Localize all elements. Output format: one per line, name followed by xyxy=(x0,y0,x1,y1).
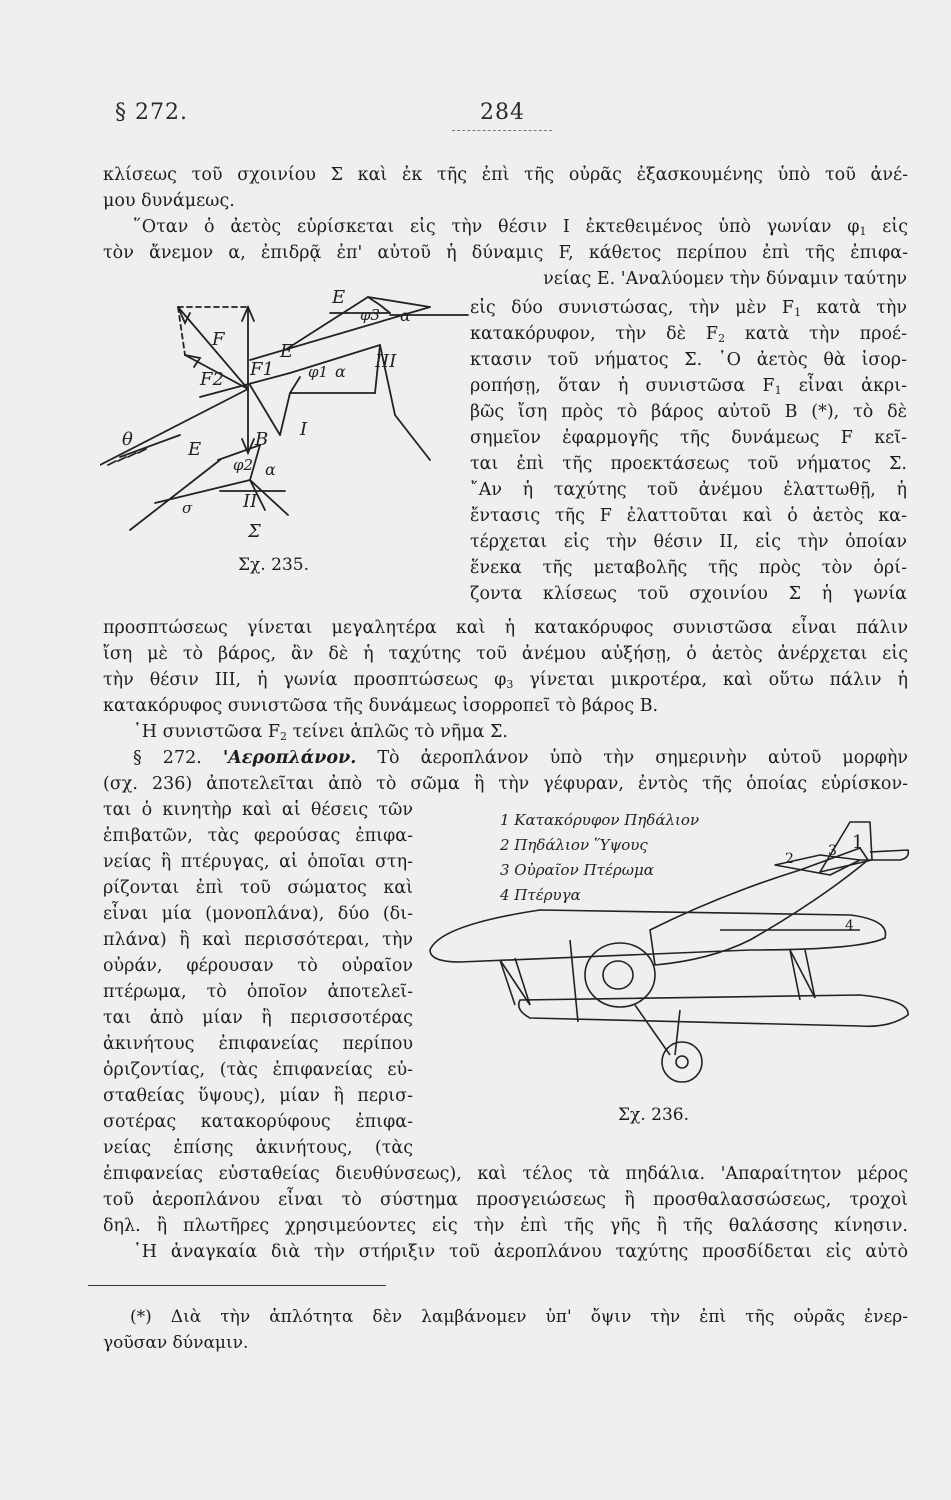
label-i: I xyxy=(300,419,308,440)
text-line: οὐράν, φέρουσαν τὸ οὐραῖον xyxy=(103,956,413,976)
mark-4: 4 xyxy=(845,918,854,934)
string-sigma xyxy=(100,389,248,465)
text-line: πτέρωμα, τὸ ὁποῖον ἀποτελεῖ- xyxy=(103,982,413,1002)
landing-wheel xyxy=(662,1042,702,1082)
text-line: ὁριζοντίας, (τὰς ἐπιφανείας εὐ- xyxy=(103,1060,413,1080)
section-header: § 272. xyxy=(115,100,188,125)
text-line: ζοντα κλίσεως τοῦ σχοινίου Σ ἡ γωνία xyxy=(470,584,907,604)
text-line: προσπτώσεως γίνεται μεγαλητέρα καὶ ἡ κατακόρυφος συνιστῶσα εἶναι πάλιν xyxy=(103,618,908,638)
legend-item-4: 4 Πτέρυγα xyxy=(500,886,581,904)
engine-cowling xyxy=(585,943,655,1007)
text-line: ῎Αν ἡ ταχύτης τοῦ ἀνέμου ἐλαττωθῇ, ἡ xyxy=(470,480,907,500)
figure-236-caption: Σχ. 236. xyxy=(618,1105,689,1125)
mark-2: 2 xyxy=(785,851,794,867)
text-line: ῾Η συνιστῶσα $F_2$ τείνει ἁπλῶς τὸ νῆμα Σ. xyxy=(133,722,508,743)
text-line: νείας ἐπίσης ἀκινήτους, (τὰς xyxy=(103,1138,413,1158)
text-line: ται ὁ κινητὴρ καὶ αἱ θέσεις τῶν xyxy=(103,800,413,820)
footnote-line: (*) Διὰ τὴν ἁπλότητα δὲν λαμβάνομεν ὑπ' ὄψιν τὴν ἐπὶ τῆς οὐρᾶς ἐνερ- xyxy=(130,1307,908,1327)
text-line: κλίσεως τοῦ σχοινίου Σ καὶ ἐκ τῆς ἐπὶ τῆς οὐρᾶς ἐξασκουμένης ὑπὸ τοῦ ἀνέ- xyxy=(103,165,908,185)
section-title: 'Αεροπλάνον. xyxy=(222,748,357,768)
text-line: πλάνα) ἢ καὶ περισσότεραι, τὴν xyxy=(103,930,413,950)
figure-235-caption: Σχ. 235. xyxy=(238,555,309,575)
text-line: (σχ. 236) ἀποτελεῖται ἀπὸ τὸ σῶμα ἢ τὴν γέφυραν, ἐντὸς τῆς ὁποίας εὑρίσκον- xyxy=(103,774,908,794)
label-alpha-mid: α xyxy=(335,362,346,381)
footnote-line: γοῦσαν δύναμιν. xyxy=(103,1333,249,1353)
text-line: ται ἀπὸ μίαν ἢ περισσοτέρας xyxy=(103,1008,413,1028)
label-sigma: Σ xyxy=(248,521,261,542)
section-heading-line: § 272. 'Αεροπλάνον. Τὸ ἀεροπλάνον ὑπὸ τὴν σημερινὴν αὐτοῦ μορφὴν xyxy=(133,748,908,768)
label-b: B xyxy=(255,429,269,450)
text-line: κατακόρυφος συνιστῶσα τῆς δυνάμεως ἰσορροπεῖ τὸ βάρος Β. xyxy=(103,696,659,716)
biplane-drawing xyxy=(420,800,920,1110)
text-line: ρίζονται ἐπὶ τοῦ σώματος καὶ xyxy=(103,878,413,898)
page-number: 284 xyxy=(480,100,525,125)
label-phi1: φ1 xyxy=(308,363,329,381)
text-line: δηλ. ἢ πλωτῆρες χρησιμεύοντες εἰς τὴν ἐπὶ τῆς γῆς ἢ τῆς θαλάσσης κίνησιν. xyxy=(103,1216,908,1236)
label-e-mid: E xyxy=(280,341,294,362)
legend-item-1: 1 Κατακόρυφον Πηδάλιον xyxy=(500,811,700,829)
text-line: τέρχεται εἰς τὴν θέσιν ΙΙ, εἰς τὴν ὁποίαν xyxy=(470,532,907,552)
legend-item-2: 2 Πηδάλιον Ὕψους xyxy=(500,836,648,854)
mark-3: 3 xyxy=(828,843,837,859)
label-theta: θ xyxy=(122,429,133,450)
text-line: ἀκινήτους ἐπιφανείας περίπου xyxy=(103,1034,413,1054)
label-f: F xyxy=(212,329,225,350)
legend-item-3: 3 Οὐραῖον Πτέρωμα xyxy=(500,861,654,879)
label-phi3: φ3 xyxy=(360,306,381,324)
propeller xyxy=(570,940,578,1022)
text-line: ροπήσῃ, ὅταν ἡ συνιστῶσα $F_1$ εἶναι ἀκρι- xyxy=(470,376,907,397)
label-f1: F1 xyxy=(250,359,274,380)
text-line: εἰς δύο συνιστώσας, τὴν μὲν $F_1$ κατὰ τὴν xyxy=(470,298,908,319)
text-line: σημεῖον ἐφαρμογῆς τῆς δυνάμεως F κεῖ- xyxy=(470,428,907,448)
text-line: βῶς ἴση πρὸς τὸ βάρος αὐτοῦ Β (*), τὸ δὲ xyxy=(470,402,907,422)
text-line: μου δυνάμεως. xyxy=(103,191,235,211)
label-iii: III xyxy=(375,351,397,372)
text-line: τοῦ ἀεροπλάνου εἶναι τὸ σύστημα προσγειώσεως ἢ προσθαλασσώσεως, τροχοὶ xyxy=(103,1190,908,1210)
text-line: εἶναι μία (μονοπλάνα), δύο (δι- xyxy=(103,904,413,924)
text-line: ῞Οταν ὁ ἀετὸς εὑρίσκεται εἰς τὴν θέσιν Ι ἐκτεθειμένος ὑπὸ γωνίαν $\varphi_1$ εἰς xyxy=(133,217,908,238)
label-phi2: φ2 xyxy=(233,456,254,474)
footnote-rule xyxy=(88,1285,386,1286)
text-line: ἐπιβατῶν, τὰς φερούσας ἐπιφα- xyxy=(103,826,413,846)
label-sigma-small: σ xyxy=(182,499,193,517)
text-line: ἕνεκα τῆς μεταβολῆς τῆς πρὸς τὸν ὁρί- xyxy=(470,558,907,578)
text-line: σοτέρας κατακορύφους ἐπιφα- xyxy=(103,1112,413,1132)
text-line: ἔντασις τῆς F ἐλαττοῦται καὶ ὁ ἀετὸς κα- xyxy=(470,506,907,526)
text-line: κτασιν τοῦ νήματος Σ. ῾Ο ἀετὸς θὰ ἰσορ- xyxy=(470,350,907,370)
text-line: νείας ἢ πτέρυγας, αἱ ὁποῖαι στη- xyxy=(103,852,413,872)
mark-1: 1 xyxy=(852,832,864,853)
header-rule xyxy=(452,130,552,131)
text-line: ἐπιφανείας εὐσταθείας διευθύνσεως), καὶ τέλος τὰ πηδάλια. 'Απαραίτητον μέρος xyxy=(103,1164,908,1184)
label-alpha-top: α xyxy=(400,306,411,325)
label-e-top: E xyxy=(332,287,346,308)
label-f2: F2 xyxy=(200,369,224,390)
text-line: τὸν ἄνεμον α, ἐπιδρᾷ ἐπ' αὐτοῦ ἡ δύναμις F, κάθετος περίπου ἐπὶ τῆς ἐπιφα- xyxy=(103,243,908,263)
text-line: ἴση μὲ τὸ βάρος, ἂν δὲ ἡ ταχύτης τοῦ ἀνέμου αὐξήσῃ, ὁ ἀετὸς ἀνέρχεται εἰς xyxy=(103,644,908,664)
text-line: κατακόρυφον, τὴν δὲ $F_2$ κατὰ τὴν προέ- xyxy=(470,324,907,345)
label-e-low: E xyxy=(188,439,202,460)
text-line: σταθείας ὕψους), μίαν ἢ περισ- xyxy=(103,1086,413,1106)
text-line: νείας Ε. 'Αναλύομεν τὴν δύναμιν ταύτην xyxy=(543,269,907,289)
kite-surface-e-low xyxy=(130,460,220,530)
upper-wing xyxy=(430,910,886,962)
label-ii: II xyxy=(243,491,258,512)
text-line: ῾Η ἀναγκαία διὰ τὴν στήριξιν τοῦ ἀεροπλάνου ταχύτης προσδίδεται εἰς αὐτὸ xyxy=(133,1242,908,1262)
label-alpha-low: α xyxy=(265,460,276,479)
kite-force-diagram xyxy=(100,285,470,555)
text-line: τὴν θέσιν ΙΙΙ, ἡ γωνία προσπτώσεως $\varphi_3$ γίνεται μικροτέρα, καὶ οὕτω πάλιν ἡ xyxy=(103,670,908,691)
text-line: ται ἐπὶ τῆς προεκτάσεως τοῦ νήματος Σ. xyxy=(470,454,907,474)
